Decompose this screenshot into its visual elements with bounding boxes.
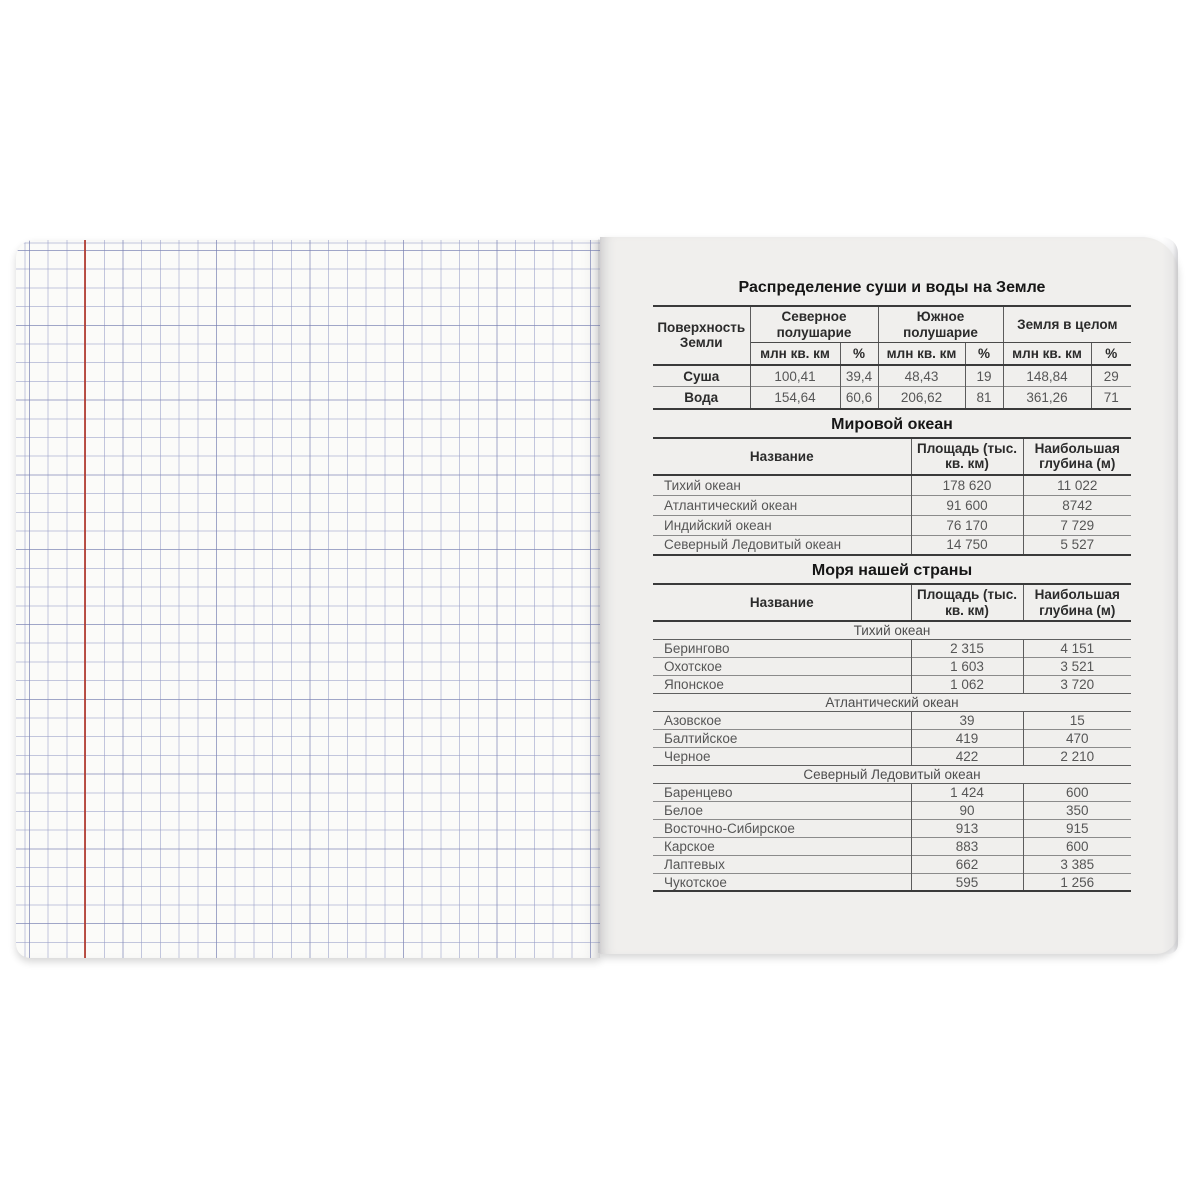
left-page <box>16 240 600 958</box>
value-cell: 5 527 <box>1023 535 1131 555</box>
value-cell: 1 424 <box>911 783 1023 801</box>
squared-grid <box>16 240 600 958</box>
table-row <box>653 639 1131 657</box>
ocean-name-cell: Северный Ледовитый океан <box>653 535 911 555</box>
value-cell: 148,84 <box>1003 365 1091 387</box>
world-ocean-table-body <box>653 475 1131 555</box>
page-fold <box>598 239 601 953</box>
table-row <box>653 819 1131 837</box>
header-area: Площадь (тыс. кв. км) <box>911 584 1023 621</box>
value-cell: 71 <box>1091 387 1131 409</box>
ocean-name-cell: Индийский океан <box>653 515 911 535</box>
land-water-table-header <box>653 306 1131 365</box>
sea-name-cell: Балтийское <box>653 729 911 747</box>
our-seas-table-header <box>653 584 1131 621</box>
sea-name-cell: Чукотское <box>653 873 911 891</box>
header-unit-area: млн кв. км <box>750 343 840 365</box>
value-cell: 90 <box>911 801 1023 819</box>
table-row <box>653 837 1131 855</box>
value-cell: 600 <box>1023 783 1131 801</box>
header-row <box>653 584 1131 621</box>
value-cell: 7 729 <box>1023 515 1131 535</box>
value-cell: 206,62 <box>878 387 965 409</box>
sea-name-cell: Баренцево <box>653 783 911 801</box>
land-water-table <box>653 305 1131 410</box>
our-seas-table <box>653 583 1131 892</box>
ocean-section-row <box>653 765 1131 783</box>
value-cell: 470 <box>1023 729 1131 747</box>
ocean-section-row <box>653 693 1131 711</box>
sea-name-cell: Азовское <box>653 711 911 729</box>
value-cell: 29 <box>1091 365 1131 387</box>
value-cell: 595 <box>911 873 1023 891</box>
header-row <box>653 438 1131 475</box>
value-cell: 178 620 <box>911 475 1023 495</box>
value-cell: 915 <box>1023 819 1131 837</box>
sea-name-cell: Черное <box>653 747 911 765</box>
reference-content <box>653 237 1131 892</box>
land-water-table-body <box>653 365 1131 409</box>
header-unit-percent: % <box>965 343 1003 365</box>
value-cell: 154,64 <box>750 387 840 409</box>
value-cell: 1 062 <box>911 675 1023 693</box>
value-cell: 361,26 <box>1003 387 1091 409</box>
table-row <box>653 747 1131 765</box>
value-cell: 76 170 <box>911 515 1023 535</box>
value-cell: 81 <box>965 387 1003 409</box>
value-cell: 3 521 <box>1023 657 1131 675</box>
header-northern-hemisphere: Северное полушарие <box>750 306 878 343</box>
header-unit-area: млн кв. км <box>878 343 965 365</box>
table-row <box>653 365 1131 387</box>
our-seas-table-body <box>653 621 1131 891</box>
table-row <box>653 675 1131 693</box>
value-cell: 39 <box>911 711 1023 729</box>
value-cell: 15 <box>1023 711 1131 729</box>
header-name: Название <box>653 584 911 621</box>
red-margin-line <box>84 240 86 958</box>
value-cell: 2 315 <box>911 639 1023 657</box>
table-row <box>653 535 1131 555</box>
land-water-table-title: Распределение суши и воды на Земле <box>738 279 1046 296</box>
sea-name-cell: Японское <box>653 675 911 693</box>
sea-name-cell: Берингово <box>653 639 911 657</box>
header-row-groups <box>653 306 1131 343</box>
value-cell: 14 750 <box>911 535 1023 555</box>
surface-label-cell: Суша <box>653 365 750 387</box>
header-southern-hemisphere: Южное полушарие <box>878 306 1003 343</box>
header-surface: Поверхность Земли <box>653 306 750 365</box>
our-seas-table-title: Моря нашей страны <box>811 562 973 580</box>
header-unit-area: млн кв. км <box>1003 343 1091 365</box>
sea-name-cell: Лаптевых <box>653 855 911 873</box>
world-ocean-table-title: Мировой океан <box>831 415 953 433</box>
ocean-section-cell: Атлантический океан <box>653 693 1131 711</box>
table-row <box>653 801 1131 819</box>
table-row <box>653 729 1131 747</box>
sea-name-cell: Охотское <box>653 657 911 675</box>
world-ocean-table <box>653 437 1131 556</box>
sea-name-cell: Карское <box>653 837 911 855</box>
value-cell: 913 <box>911 819 1023 837</box>
value-cell: 11 022 <box>1023 475 1131 495</box>
sea-name-cell: Белое <box>653 801 911 819</box>
table-row <box>653 515 1131 535</box>
header-earth-total: Земля в целом <box>1003 306 1131 343</box>
world-ocean-table-header <box>653 438 1131 475</box>
ocean-section-cell: Северный Ледовитый океан <box>653 765 1131 783</box>
right-page <box>600 237 1178 954</box>
value-cell: 350 <box>1023 801 1131 819</box>
value-cell: 48,43 <box>878 365 965 387</box>
ocean-name-cell: Атлантический океан <box>653 495 911 515</box>
value-cell: 419 <box>911 729 1023 747</box>
value-cell: 1 256 <box>1023 873 1131 891</box>
surface-label-cell: Вода <box>653 387 750 409</box>
value-cell: 662 <box>911 855 1023 873</box>
value-cell: 1 603 <box>911 657 1023 675</box>
table-row <box>653 495 1131 515</box>
table-row <box>653 387 1131 409</box>
value-cell: 39,4 <box>840 365 878 387</box>
value-cell: 91 600 <box>911 495 1023 515</box>
header-area: Площадь (тыс. кв. км) <box>911 438 1023 475</box>
table-row <box>653 475 1131 495</box>
header-max-depth: Наибольшая глубина (м) <box>1023 438 1131 475</box>
table-row <box>653 873 1131 891</box>
header-unit-percent: % <box>840 343 878 365</box>
value-cell: 2 210 <box>1023 747 1131 765</box>
table-row <box>653 657 1131 675</box>
value-cell: 3 385 <box>1023 855 1131 873</box>
header-unit-percent: % <box>1091 343 1131 365</box>
sea-name-cell: Восточно-Сибирское <box>653 819 911 837</box>
ocean-section-row <box>653 621 1131 639</box>
value-cell: 883 <box>911 837 1023 855</box>
value-cell: 600 <box>1023 837 1131 855</box>
value-cell: 60,6 <box>840 387 878 409</box>
header-name: Название <box>653 438 911 475</box>
value-cell: 8742 <box>1023 495 1131 515</box>
table-row <box>653 711 1131 729</box>
value-cell: 422 <box>911 747 1023 765</box>
ocean-section-cell: Тихий океан <box>653 621 1131 639</box>
ocean-name-cell: Тихий океан <box>653 475 911 495</box>
header-max-depth: Наибольшая глубина (м) <box>1023 584 1131 621</box>
value-cell: 4 151 <box>1023 639 1131 657</box>
table-row <box>653 855 1131 873</box>
value-cell: 19 <box>965 365 1003 387</box>
table-row <box>653 783 1131 801</box>
value-cell: 3 720 <box>1023 675 1131 693</box>
value-cell: 100,41 <box>750 365 840 387</box>
